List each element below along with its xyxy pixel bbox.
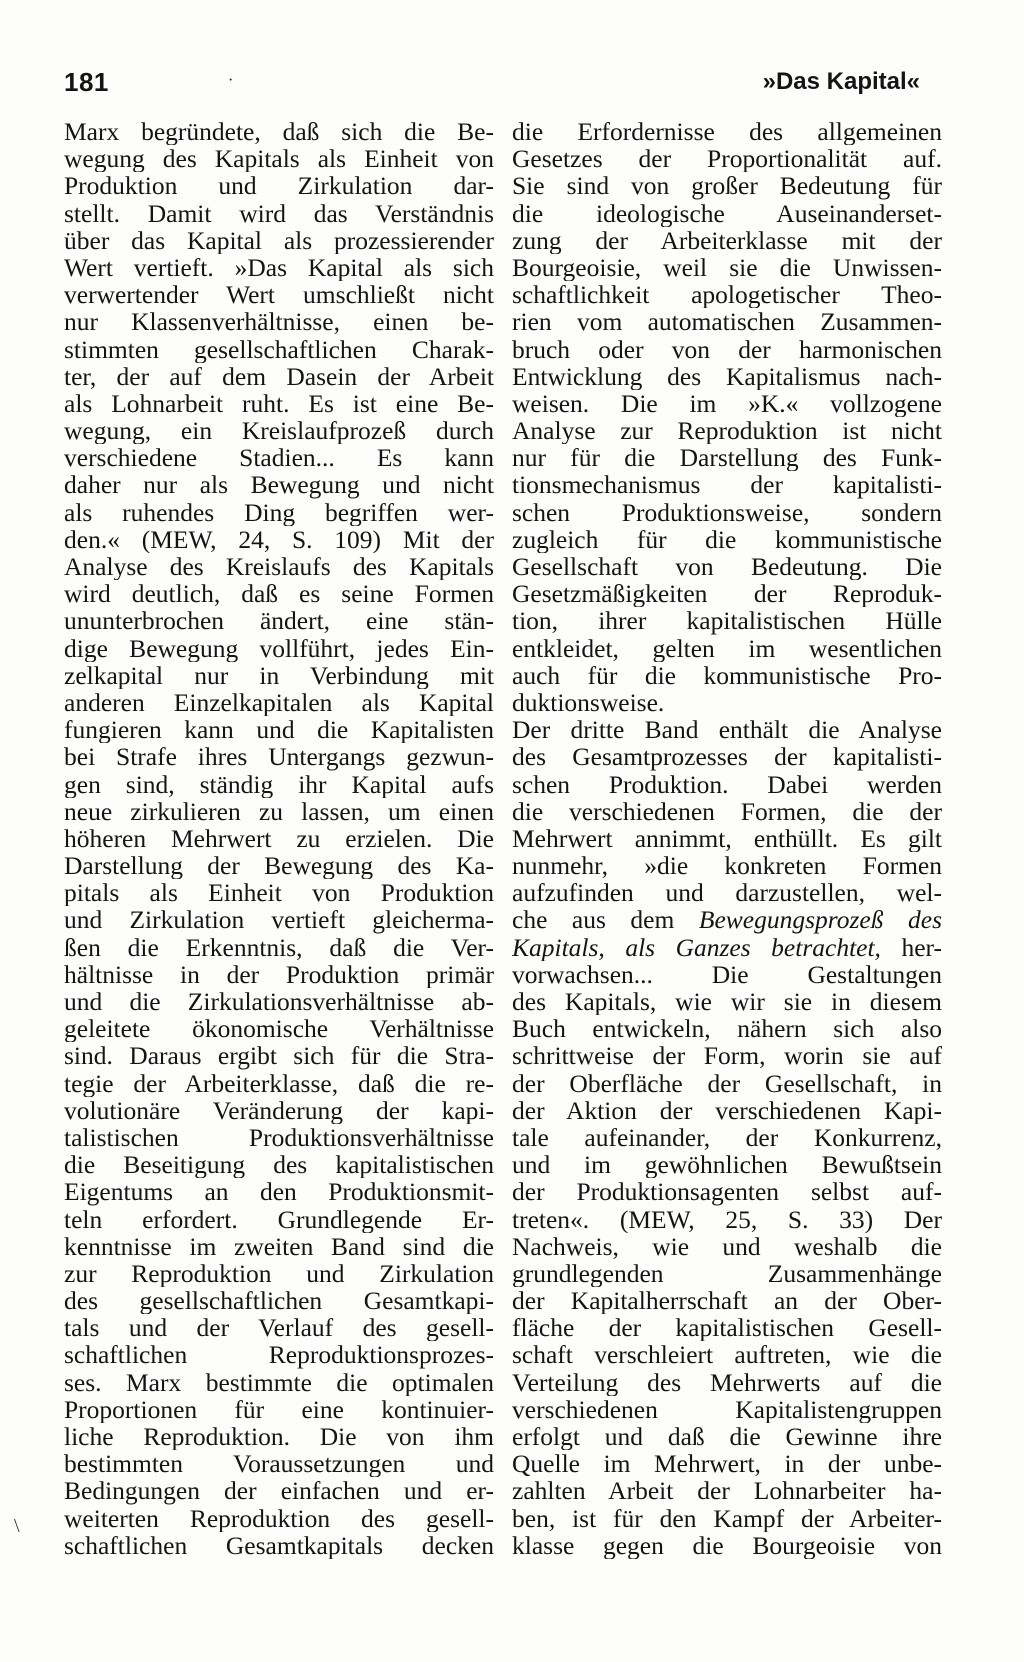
text-line: die ideologische Auseinanderset- — [512, 199, 942, 227]
text-line: Eigentums an den Produktionsmit- — [64, 1178, 494, 1206]
text-line: Verteilung des Mehrwerts auf die — [512, 1368, 942, 1396]
text-line: pitals als Einheit von Produktion — [64, 879, 494, 907]
text-line: talistischen Produktionsverhältnisse — [64, 1123, 494, 1152]
text-line: verschiedenen Kapitalistengruppen — [512, 1395, 942, 1423]
text-line: den.« (MEW, 24, S. 109) Mit der — [64, 525, 494, 553]
text-line: wegung, ein Kreislaufprozeß durch — [64, 417, 494, 445]
text-line: che aus dem Bewegungsprozeß des — [512, 906, 942, 934]
text-line: klasse gegen die Bourgeoisie von — [512, 1531, 942, 1559]
text-line: über das Kapital als prozessierender — [64, 226, 494, 254]
text-line: tegie der Arbeiterklasse, daß die re- — [64, 1069, 494, 1097]
text-line: des Gesamtprozesses der kapitalisti- — [512, 743, 942, 771]
text-line: zugleich für die kommunistische — [512, 525, 942, 553]
text-line: Darstellung der Bewegung des Ka- — [64, 852, 494, 880]
text-line: Kapitals, als Ganzes betrachtet, her- — [512, 933, 942, 961]
text-line: als ruhendes Ding begriffen wer- — [64, 498, 494, 526]
text-line: entkleidet, gelten im wesentlichen — [512, 634, 942, 662]
text-line: Bourgeoisie, weil sie die Unwissen- — [512, 253, 942, 282]
text-line: der Produktionsagenten selbst auf- — [512, 1178, 942, 1206]
text-line: duktionsweise. — [512, 688, 665, 717]
text-line: Proportionen für eine kontinuier- — [64, 1395, 494, 1423]
text-line: weisen. Die im »K.« vollzogene — [512, 389, 942, 418]
text-line: wegung des Kapitals als Einheit von — [64, 145, 494, 173]
text-line: geleitete ökonomische Verhältnisse — [64, 1015, 494, 1043]
text-line: Analyse des Kreislaufs des Kapitals — [64, 553, 494, 581]
running-head: »Das Kapital« — [762, 68, 920, 95]
text-line: volutionäre Veränderung der kapi- — [64, 1096, 494, 1124]
text-line: der Aktion der verschiedenen Kapi- — [512, 1096, 942, 1124]
text-line: grundlegenden Zusammenhänge — [512, 1259, 942, 1288]
text-line: nunmehr, »die konkreten Formen — [512, 852, 942, 880]
text-line: Entwicklung des Kapitalismus nach- — [512, 362, 942, 390]
text-line: fläche der kapitalistischen Gesell- — [512, 1314, 942, 1342]
text-line: und die Zirkulationsverhältnisse ab- — [64, 988, 494, 1016]
text-line: hältnisse in der Produktion primär — [64, 960, 494, 988]
text-line: bei Strafe ihres Untergangs gezwun- — [64, 743, 494, 771]
left-text-column — [64, 118, 494, 1559]
text-line: bruch oder von der harmonischen — [512, 335, 942, 363]
text-line: rien vom automatischen Zusammen- — [512, 308, 942, 336]
text-line: schaft verschleiert auftreten, wie die — [512, 1341, 942, 1369]
text-line: sind. Daraus ergibt sich für die Stra- — [64, 1042, 494, 1070]
margin-mark: \ — [14, 1515, 20, 1537]
text-line: vorwachsen... Die Gestaltungen — [512, 960, 942, 988]
text-line: zahlten Arbeit der Lohnarbeiter ha- — [512, 1477, 942, 1505]
text-line: erfolgt und daß die Gewinne ihre — [512, 1423, 942, 1451]
print-speck: · — [228, 72, 234, 89]
text-line: anderen Einzelkapitalen als Kapital — [64, 688, 494, 717]
text-line: Produktion und Zirkulation dar- — [64, 172, 494, 200]
text-line: Der dritte Band enthält die Analyse — [512, 716, 942, 744]
text-line: die Beseitigung des kapitalistischen — [64, 1151, 494, 1179]
right-text-column — [512, 118, 942, 1559]
text-line: liche Reproduktion. Die von ihm — [64, 1423, 494, 1451]
text-line: ben, ist für den Kampf der Arbeiter- — [512, 1504, 942, 1532]
text-line: schen Produktion. Dabei werden — [512, 770, 942, 798]
text-line: daher nur als Bewegung und nicht — [64, 471, 494, 499]
page-number: 181 — [64, 67, 109, 97]
text-line: kenntnisse im zweiten Band sind die — [64, 1232, 494, 1260]
text-line: Gesellschaft von Bedeutung. Die — [512, 553, 942, 581]
text-line: schrittweise der Form, worin sie auf — [512, 1042, 942, 1070]
text-line: höheren Mehrwert zu erzielen. Die — [64, 824, 494, 853]
text-line: Mehrwert annimmt, enthüllt. Es gilt — [512, 824, 942, 853]
text-line: schaftlichkeit apologetischer Theo- — [512, 281, 942, 309]
text-line: fungieren kann und die Kapitalisten — [64, 716, 494, 744]
text-line: nur Klassenverhältnisse, einen be- — [64, 308, 494, 336]
text-line: tale aufeinander, der Konkurrenz, — [512, 1123, 942, 1152]
text-line: gen sind, ständig ihr Kapital aufs — [64, 770, 494, 798]
text-line: auch für die kommunistische Pro- — [512, 661, 942, 689]
text-line: Quelle im Mehrwert, in der unbe- — [512, 1450, 942, 1478]
text-line: die verschiedenen Formen, die der — [512, 797, 942, 825]
text-line: ter, der auf dem Dasein der Arbeit — [64, 362, 494, 390]
text-line: nur für die Darstellung des Funk- — [512, 444, 942, 472]
text-line: treten«. (MEW, 25, S. 33) Der — [512, 1205, 942, 1233]
text-line: der Kapitalherrschaft an der Ober- — [512, 1287, 942, 1315]
text-line: ununterbrochen ändert, eine stän- — [64, 607, 494, 635]
text-line: Wert vertieft. »Das Kapital als sich — [64, 253, 494, 282]
text-line: stimmten gesellschaftlichen Charak- — [64, 335, 494, 363]
text-line: stellt. Damit wird das Verständnis — [64, 199, 494, 227]
text-line: neue zirkulieren zu lassen, um einen — [64, 797, 494, 825]
text-line: schaftlichen Gesamtkapitals decken — [64, 1531, 494, 1559]
text-line: aufzufinden und darzustellen, wel- — [512, 879, 942, 907]
text-line: zur Reproduktion und Zirkulation — [64, 1259, 494, 1288]
text-line: bestimmten Voraussetzungen und — [64, 1450, 494, 1478]
text-line: weiterten Reproduktion des gesell- — [64, 1504, 494, 1532]
text-line: Buch entwickeln, nähern sich also — [512, 1015, 942, 1043]
text-line: Bedingungen der einfachen und er- — [64, 1477, 494, 1505]
text-line: wird deutlich, daß es seine Formen — [64, 580, 494, 608]
text-line: und im gewöhnlichen Bewußtsein — [512, 1151, 942, 1179]
text-line: des Kapitals, wie wir sie in diesem — [512, 988, 942, 1016]
text-line: tion, ihrer kapitalistischen Hülle — [512, 607, 942, 635]
text-line: und Zirkulation vertieft gleicherma- — [64, 906, 494, 934]
text-line: schen Produktionsweise, sondern — [512, 498, 942, 526]
text-line: die Erfordernisse des allgemeinen — [512, 118, 942, 146]
text-line: verwertender Wert umschließt nicht — [64, 281, 494, 309]
text-line: ßen die Erkenntnis, daß die Ver- — [64, 933, 494, 961]
text-line: Nachweis, wie und weshalb die — [512, 1232, 942, 1260]
text-line: Sie sind von großer Bedeutung für — [512, 172, 942, 200]
text-line: tionsmechanismus der kapitalisti- — [512, 471, 942, 499]
text-line: zung der Arbeiterklasse mit der — [512, 226, 942, 254]
text-line: Gesetzes der Proportionalität auf. — [512, 145, 942, 173]
text-line: tals und der Verlauf des gesell- — [64, 1314, 494, 1342]
text-line: teln erfordert. Grundlegende Er- — [64, 1205, 494, 1233]
text-line: Gesetzmäßigkeiten der Reproduk- — [512, 580, 942, 608]
text-line: ses. Marx bestimmte die optimalen — [64, 1368, 494, 1396]
text-line: zelkapital nur in Verbindung mit — [64, 661, 494, 689]
text-line: Analyse zur Reproduktion ist nicht — [512, 417, 942, 445]
text-line: verschiedene Stadien... Es kann — [64, 444, 494, 472]
text-line: des gesellschaftlichen Gesamtkapi- — [64, 1287, 494, 1315]
text-line: der Oberfläche der Gesellschaft, in — [512, 1069, 942, 1097]
text-line: als Lohnarbeit ruht. Es ist eine Be- — [64, 389, 494, 418]
text-line: Marx begründete, daß sich die Be- — [64, 118, 494, 146]
text-line: schaftlichen Reproduktionsprozes- — [64, 1341, 494, 1369]
text-line: dige Bewegung vollführt, jedes Ein- — [64, 634, 494, 662]
